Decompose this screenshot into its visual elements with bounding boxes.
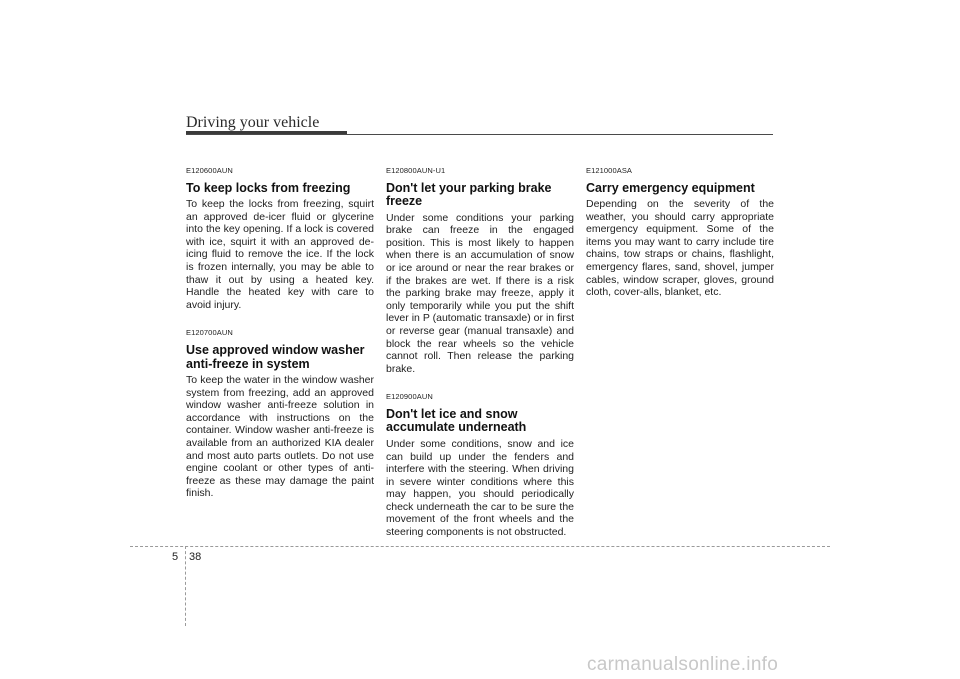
column-3 bbox=[586, 165, 774, 315]
section-locks bbox=[186, 165, 374, 311]
section-code: E121000ASA bbox=[586, 166, 633, 175]
section-washer bbox=[186, 327, 374, 500]
section-body: Under some conditions, snow and ice can build up under the fenders and interfere with the steering. When driving in severe winter conditions where this may happen, you should periodically check underneath the car to be sure the movement of the front wheels and the steering components is not obstructed. bbox=[386, 437, 574, 539]
section-code: E120600AUN bbox=[186, 166, 233, 175]
section-parking-brake bbox=[386, 165, 574, 375]
section-body: To keep the water in the window washer system from freezing, add an approved window washer anti-freeze solution in accordance with instructions on the container. Window washer anti-freeze is available from an authorized KIA dealer and most auto parts outlets. Do not use engine coolant or other types of anti-freeze as these may damage the paint finish. bbox=[186, 374, 374, 500]
section-heading: Use approved window washer anti-freeze in system bbox=[186, 343, 365, 371]
chapter-number: 5 bbox=[172, 551, 179, 563]
section-heading: Don't let your parking brake freeze bbox=[386, 180, 552, 209]
section-body: Depending on the severity of the weather, you should carry appropriate emergency equipment. Some of the items you may want to carry include tire chains, tow straps or chains, flashlight, emergency flares, sand, shovel, jumper cables, window scraper, gloves, ground cloth, cover-alls, blanket, etc. bbox=[586, 198, 774, 299]
section-emergency-equipment bbox=[586, 165, 774, 299]
column-1 bbox=[186, 165, 374, 516]
section-code: E120800AUN-U1 bbox=[386, 166, 446, 175]
header-rule bbox=[186, 134, 773, 135]
page-header-title: Driving your vehicle bbox=[186, 114, 320, 131]
footer-dashed-rule bbox=[130, 546, 830, 547]
section-heading: Carry emergency equipment bbox=[586, 180, 755, 195]
page-number: 38 bbox=[189, 551, 202, 563]
section-heading: To keep locks from freezing bbox=[186, 180, 351, 195]
section-ice-snow bbox=[386, 391, 574, 538]
section-heading: Don't let ice and snow accumulate underneath bbox=[386, 406, 527, 435]
watermark: carmanualsonline.info bbox=[587, 654, 779, 675]
section-body: To keep the locks from freezing, squirt an approved de-icer fluid or glycerine into the key opening. If a lock is covered with ice, squirt it with an approved de-icing fluid to remove the ice. If the lock is frozen internally, you may be able to thaw it out by using a heated key. Handle the heated key with care to avoid injury. bbox=[186, 198, 374, 311]
column-2 bbox=[386, 165, 574, 555]
section-body: Under some conditions your parking brake can freeze in the engaged position. This is most likely to happen when there is an accumulation of snow or ice around or near the rear brakes or if the brakes are wet. If there is a risk the parking brake may freeze, apply it only temporarily while you put the shift lever in P (automatic transaxle) or in first or reverse gear (manual transaxle) and block the rear wheels so the vehicle cannot roll. Then release the parking brake. bbox=[386, 211, 574, 375]
section-code: E120900AUN bbox=[386, 392, 433, 402]
section-code: E120700AUN bbox=[186, 328, 233, 338]
footer-vertical-rule bbox=[185, 546, 186, 626]
